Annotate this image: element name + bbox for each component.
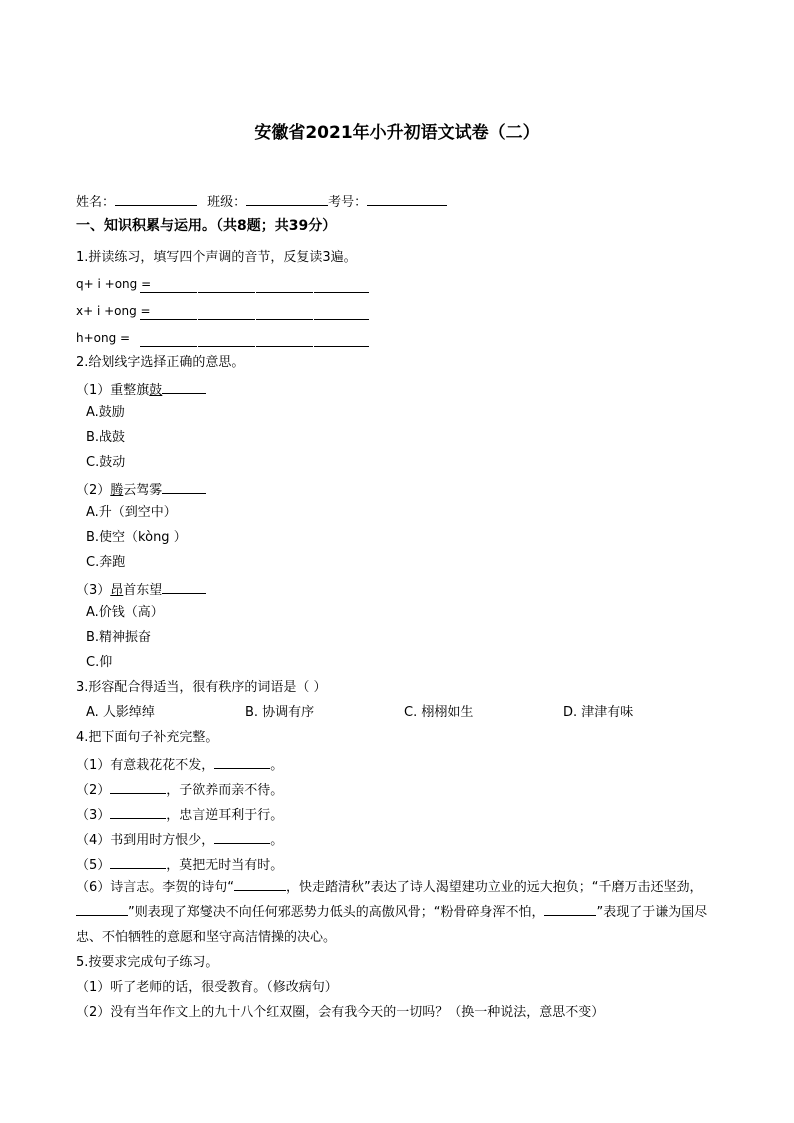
sentence-text: （1）有意栽花花不发， (76, 758, 215, 773)
sentence-text: （5） (76, 858, 111, 873)
name-blank[interactable] (115, 192, 197, 206)
pinyin-row-3-blanks (140, 332, 369, 351)
answer-blank[interactable] (544, 902, 596, 916)
option[interactable]: B.精神振奋 (86, 630, 152, 645)
page-title: 安徽省2021年小升初语文试卷（二） (254, 123, 540, 143)
pinyin-blank[interactable] (314, 306, 369, 320)
word-text: 云驾雾 (123, 483, 163, 498)
pinyin-blank[interactable] (198, 279, 255, 293)
pinyin-blank[interactable] (198, 333, 255, 347)
question-4-prompt: 4.把下面句子补充完整。 (76, 730, 219, 745)
pinyin-blank[interactable] (256, 333, 313, 347)
item-number: （2） (76, 483, 111, 498)
question-1-prompt: 1.拼读练习，填写四个声调的音节，反复读3遍。 (76, 250, 357, 265)
sentence-text: ，子欲养而亲不待。 (166, 783, 284, 798)
pinyin-blank[interactable] (140, 279, 197, 293)
name-label: 姓名： (76, 195, 116, 210)
answer-blank[interactable] (234, 877, 286, 891)
option[interactable]: A.价钱（高） (86, 605, 164, 620)
option[interactable]: C. 栩栩如生 (404, 705, 474, 720)
underlined-char: 腾 (110, 483, 124, 498)
pinyin-blank[interactable] (198, 306, 255, 320)
item-number: （3） (76, 583, 111, 598)
answer-blank[interactable] (214, 755, 270, 769)
question-2-prompt: 2.给划线字选择正确的意思。 (76, 355, 245, 370)
q2-item-2-heading (76, 480, 206, 499)
q5-item-1: （1）听了老师的话，很受教育。（修改病句） (76, 980, 338, 995)
class-blank[interactable] (246, 192, 328, 206)
option[interactable]: B. 协调有序 (245, 705, 315, 720)
q4-sentence-1 (76, 755, 283, 774)
q4-sentence-4 (76, 830, 283, 849)
option[interactable]: B.战鼓 (86, 430, 126, 445)
answer-blank[interactable] (162, 480, 206, 494)
option[interactable]: C.奔跑 (86, 555, 126, 570)
q4-sentence-6 (76, 875, 724, 950)
pinyin-row-2-blanks (140, 305, 369, 324)
sentence-text: ，忠言逆耳利于行。 (166, 808, 284, 823)
option[interactable]: C.仰 (86, 655, 113, 670)
sentence-text: （4）书到用时方恨少， (76, 833, 215, 848)
q4-sentence-3 (76, 805, 283, 824)
item-number: （1） (76, 383, 111, 398)
exam-no-label: 考号： (328, 195, 368, 210)
student-info-row (76, 192, 447, 211)
sentence-text: 。 (270, 758, 284, 773)
sentence-text: （6）诗言志。李贺的诗句“ (76, 880, 235, 895)
sentence-text: （2） (76, 783, 111, 798)
pinyin-blank[interactable] (256, 306, 313, 320)
underlined-char: 昂 (110, 583, 124, 598)
pinyin-blank[interactable] (140, 333, 197, 347)
answer-blank[interactable] (162, 580, 206, 594)
answer-blank[interactable] (110, 780, 166, 794)
pinyin-row-label: q+ i +ong = (76, 277, 152, 291)
answer-blank[interactable] (110, 855, 166, 869)
q5-item-2: （2）没有当年作文上的九十八个红双圈，会有我今天的一切吗？（换一种说法，意思不变） (76, 1005, 605, 1020)
underlined-char: 鼓 (149, 383, 163, 398)
sentence-text: ，莫把无时当有时。 (166, 858, 284, 873)
pinyin-blank[interactable] (314, 279, 369, 293)
sentence-text: （3） (76, 808, 111, 823)
pinyin-row-3 (76, 331, 130, 346)
answer-blank[interactable] (162, 380, 206, 394)
pinyin-row-label: h+ong = (76, 331, 131, 345)
sentence-text: 。 (270, 833, 284, 848)
pinyin-blank[interactable] (314, 333, 369, 347)
q4-sentence-2 (76, 780, 283, 799)
pinyin-row-label: x+ i +ong = (76, 304, 151, 318)
option[interactable]: A.升（到空中） (86, 505, 177, 520)
option[interactable]: A. 人影绰绰 (86, 705, 155, 720)
question-5-prompt: 5.按要求完成句子练习。 (76, 955, 219, 970)
sentence-text: ”则表现了郑燮决不向任何邪恶势力低头的高傲风骨；“粉骨碎身浑不怕， (128, 905, 545, 920)
pinyin-row-1-blanks (140, 278, 369, 297)
answer-blank[interactable] (76, 902, 128, 916)
sentence-text: ，快走踏清秋”表达了诗人渴望建功立业的远大抱负；“千磨万击还坚劲， (286, 880, 703, 895)
q2-item-1-heading (76, 380, 206, 399)
word-text: 首东望 (123, 583, 163, 598)
option[interactable]: A.鼓励 (86, 405, 125, 420)
class-label: 班级： (207, 195, 247, 210)
option[interactable]: B.使空（kòng ） (86, 530, 187, 545)
pinyin-blank[interactable] (140, 306, 197, 320)
option[interactable]: C.鼓动 (86, 455, 126, 470)
answer-blank[interactable] (214, 830, 270, 844)
exam-no-blank[interactable] (367, 192, 447, 206)
q2-item-3-heading (76, 580, 206, 599)
option[interactable]: D. 津津有味 (563, 705, 634, 720)
word-text: 重整旗 (110, 383, 150, 398)
section-heading: 一、知识积累与运用。（共8题；共39分） (76, 218, 337, 234)
answer-blank[interactable] (110, 805, 166, 819)
q4-sentence-5 (76, 855, 283, 874)
question-3-prompt: 3.形容配合得适当，很有秩序的词语是（ ） (76, 680, 327, 695)
sentence-text: ”表现了于谦为国尽忠、不怕牺牲的意愿和坚守高洁情操的决心。 (76, 905, 708, 945)
pinyin-blank[interactable] (256, 279, 313, 293)
